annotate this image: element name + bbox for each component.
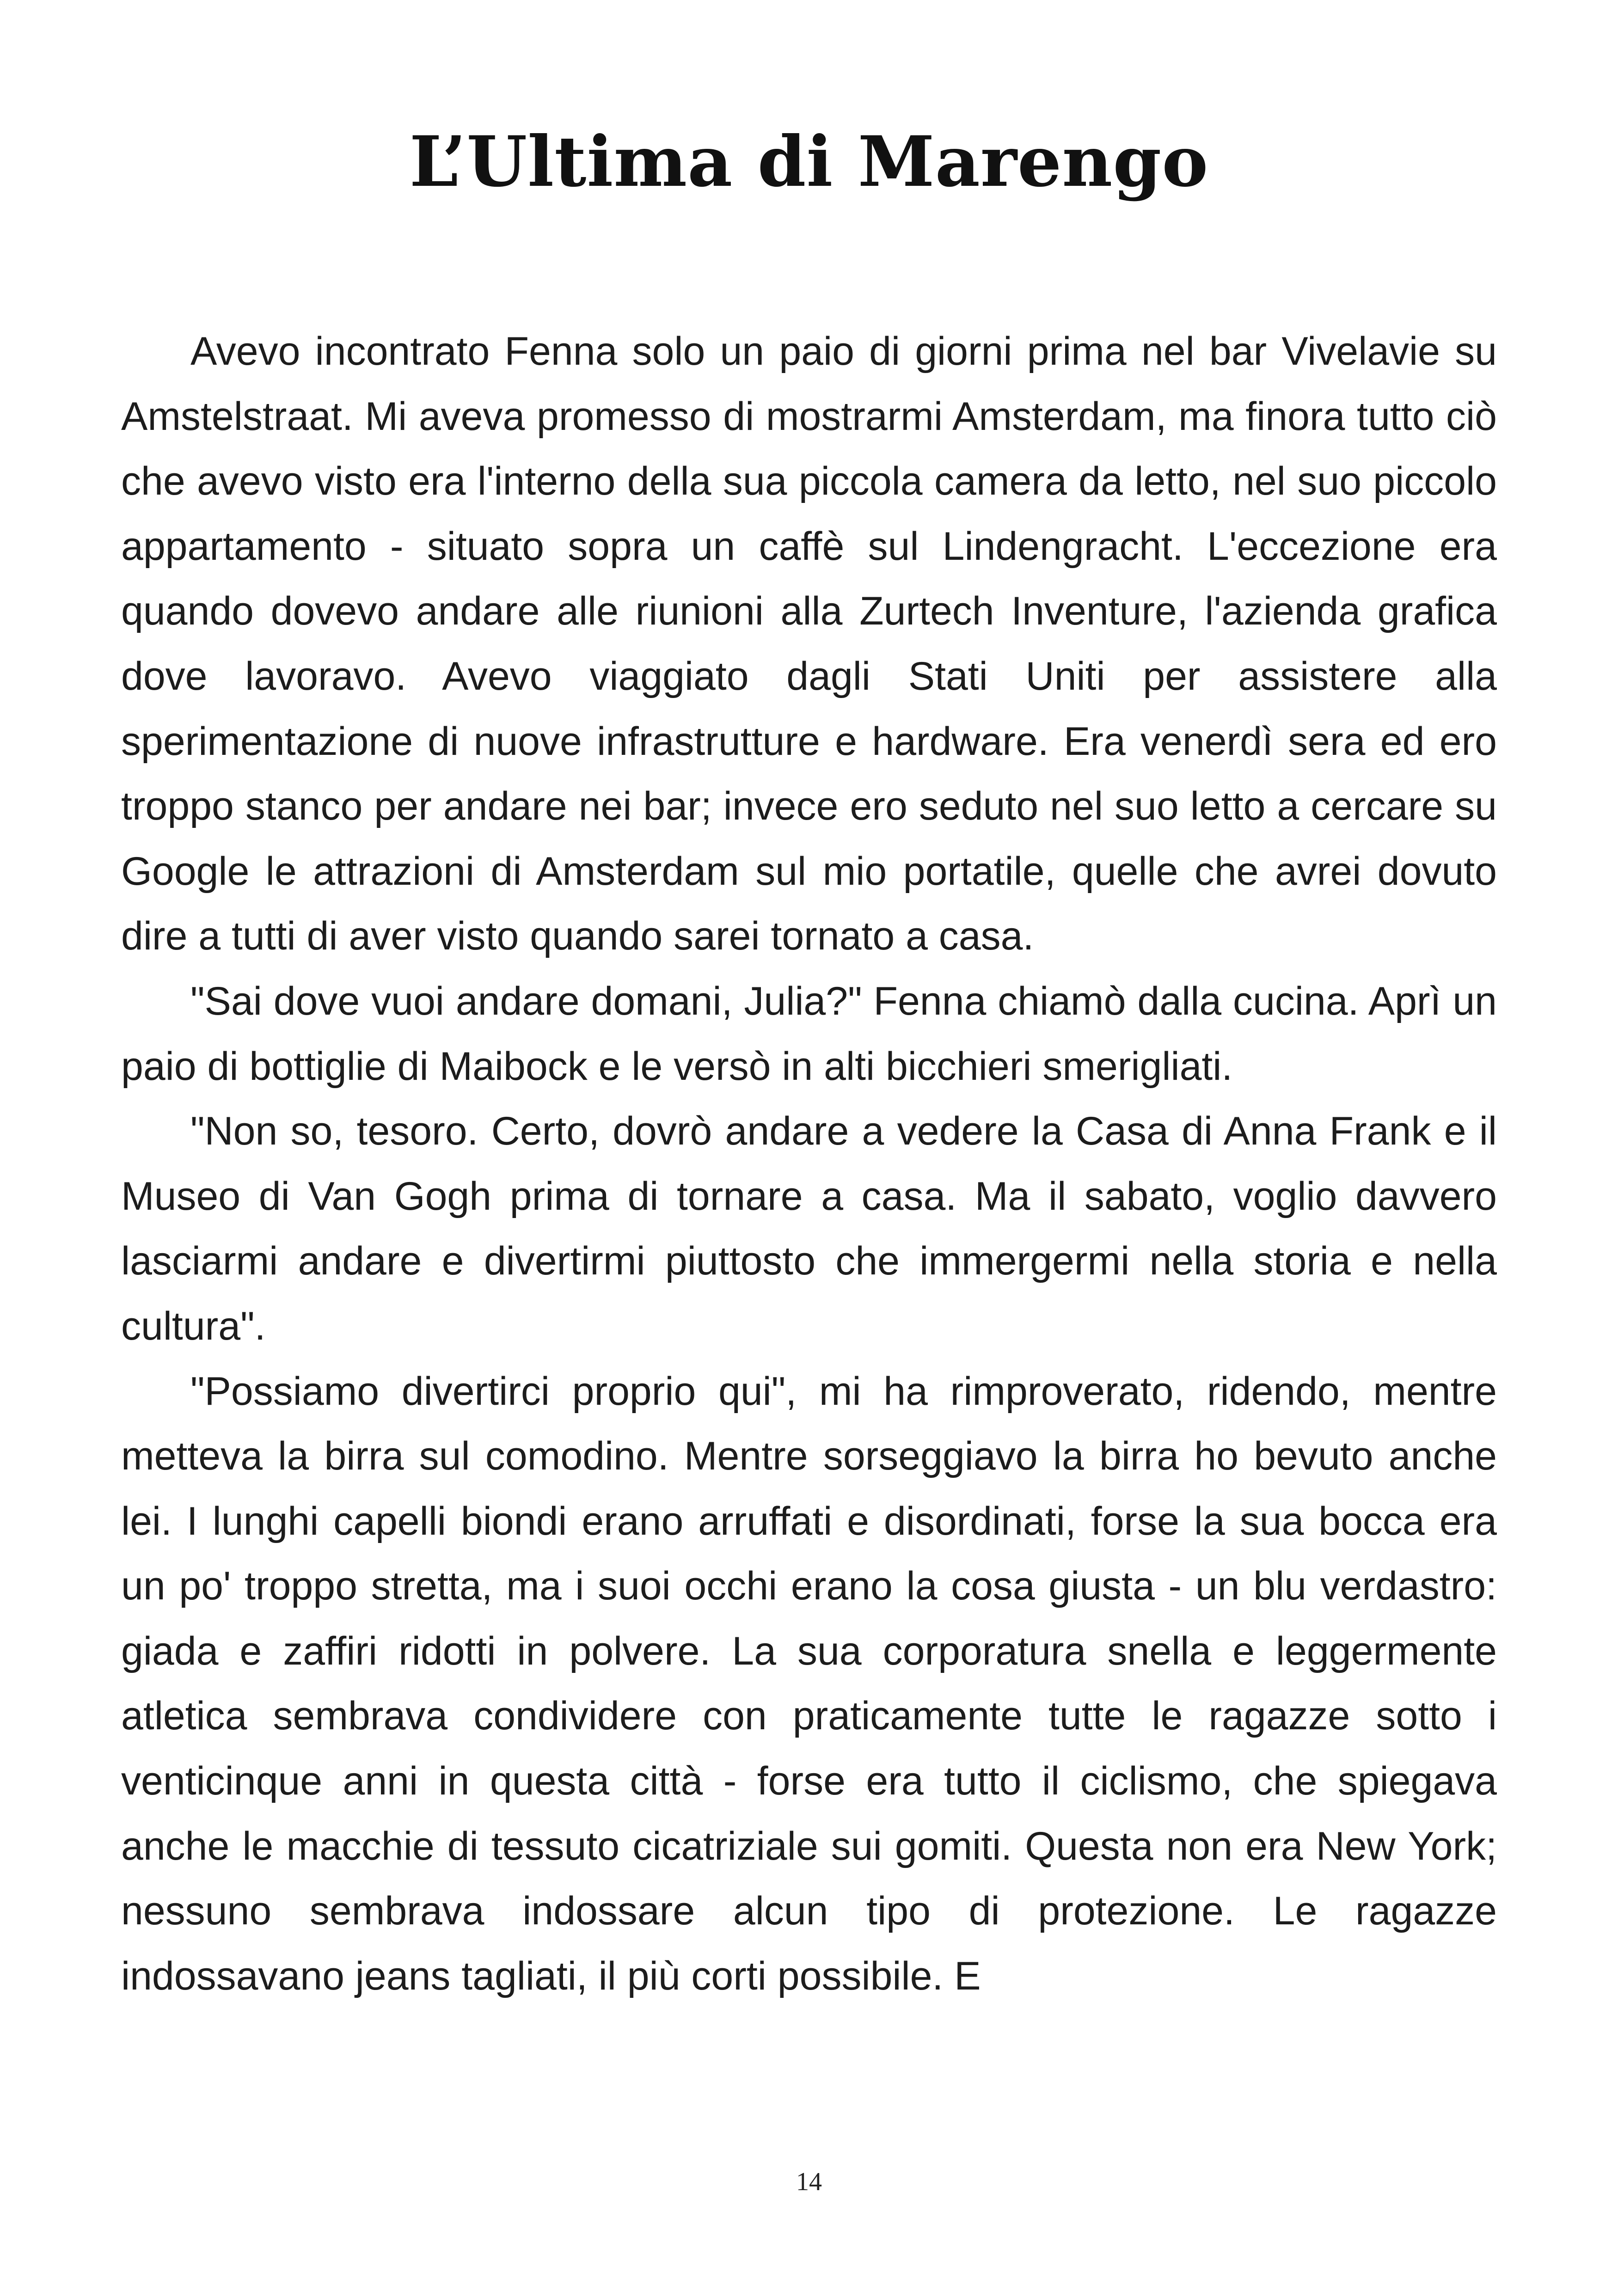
- page-number: 14: [796, 2167, 822, 2196]
- paragraph-2: "Sai dove vuoi andare domani, Julia?" Fenna chiamò dalla cucina. Aprì un paio di bottiglie di Maibock e le versò in alti bicchieri smerigliati.: [121, 979, 1497, 1089]
- chapter-title: L’Ultima di Marengo: [409, 121, 1209, 202]
- paragraph-3: "Non so, tesoro. Certo, dovrò andare a vedere la Casa di Anna Frank e il Museo di Van Gogh prima di tornare a casa. Ma il sabato, voglio davvero lasciarmi andare e divertirmi piuttosto che immergermi nella storia e nella cultura".: [121, 1109, 1497, 1348]
- paragraph-1: Avevo incontrato Fenna solo un paio di giorni prima nel bar Vivelavie su Amstelstraat. Mi aveva promesso di mostrarmi Amsterdam, ma finora tutto ciò che avevo visto era l'interno della sua piccola camera da letto, nel suo piccolo appartamento - situato sopra un caffè sul Lindengracht. L'eccezione era quando dovevo andare alle riunioni alla Zurtech Inventure, l'azienda grafica dove lavoravo. Avevo viaggiato dagli Stati Uniti per assistere alla sperimentazione di nuove infrastrutture e hardware. Era venerdì sera ed ero troppo stanco per andare nei bar; invece ero seduto nel suo letto a cercare su Google le attrazioni di Amsterdam sul mio portatile, quelle che avrei dovuto dire a tutti di aver visto quando sarei tornato a casa.: [121, 329, 1497, 959]
- paragraph-4: "Possiamo divertirci proprio qui", mi ha rimproverato, ridendo, mentre metteva la birra sul comodino. Mentre sorseggiavo la birra ho bevuto anche lei. I lunghi capelli biondi erano arruffati e disordinati, forse la sua bocca era un po' troppo stretta, ma i suoi occhi erano la cosa giusta - un blu verdastro: giada e zaffiri ridotti in polvere. La sua corporatura snella e leggermente atletica sembrava condividere con praticamente tutte le ragazze sotto i venticinque anni in questa città - forse era tutto il ciclismo, che spiegava anche le macchie di tessuto cicatriziale sui gomiti. Questa non era New York; nessuno sembrava indossare alcun tipo di protezione. Le ragazze indossavano jeans tagliati, il più corti possibile. E: [121, 1369, 1497, 1998]
- body-text: [121, 319, 1497, 2008]
